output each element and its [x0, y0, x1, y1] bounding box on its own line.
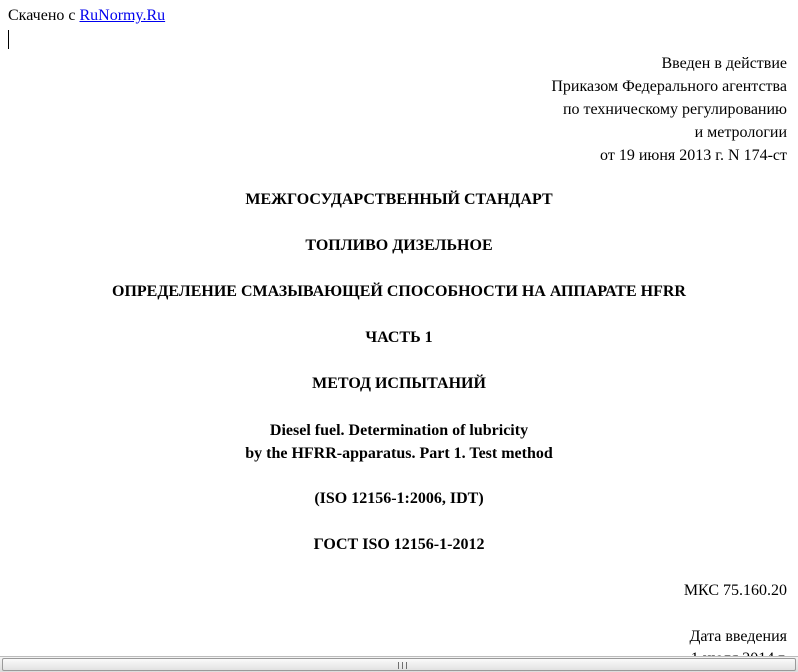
- enactment-line: Введен в действие: [661, 55, 787, 72]
- horizontal-scrollbar[interactable]: [0, 656, 798, 672]
- mks-code: МКС 75.160.20: [683, 582, 787, 599]
- part-heading: ЧАСТЬ 1: [365, 329, 433, 346]
- english-title-line: Diesel fuel. Determination of lubricity: [269, 422, 529, 439]
- standard-type-heading: МЕЖГОСУДАРСТВЕННЫЙ СТАНДАРТ: [245, 191, 553, 208]
- download-source-prefix: Скачено с: [8, 7, 80, 24]
- iso-reference: (ISO 12156-1:2006, IDT): [314, 490, 484, 507]
- download-source-line: [8, 6, 165, 26]
- scrollbar-thumb[interactable]: [2, 658, 796, 671]
- enactment-block: [551, 52, 787, 167]
- enactment-line: Приказом Федерального агентства: [551, 78, 787, 95]
- runormy-link[interactable]: RuNormy.Ru: [79, 7, 166, 24]
- text-cursor: [8, 30, 9, 49]
- date-of-introduction-label: Дата введения: [689, 628, 787, 645]
- determination-heading: ОПРЕДЕЛЕНИЕ СМАЗЫВАЮЩЕЙ СПОСОБНОСТИ НА АППАРАТЕ HFRR: [112, 283, 686, 300]
- english-title-line: by the HFRR-apparatus. Part 1. Test method: [245, 445, 553, 462]
- enactment-line: от 19 июня 2013 г. N 174-ст: [600, 147, 787, 164]
- enactment-line: по техническому регулированию: [562, 101, 787, 118]
- english-title: [0, 419, 798, 465]
- method-heading: МЕТОД ИСПЫТАНИЙ: [312, 375, 486, 392]
- fuel-heading: ТОПЛИВО ДИЗЕЛЬНОЕ: [305, 237, 493, 254]
- gost-designation: ГОСТ ISO 12156-1-2012: [313, 536, 485, 553]
- enactment-line: и метрологии: [694, 124, 787, 141]
- grip-icon: [398, 662, 407, 669]
